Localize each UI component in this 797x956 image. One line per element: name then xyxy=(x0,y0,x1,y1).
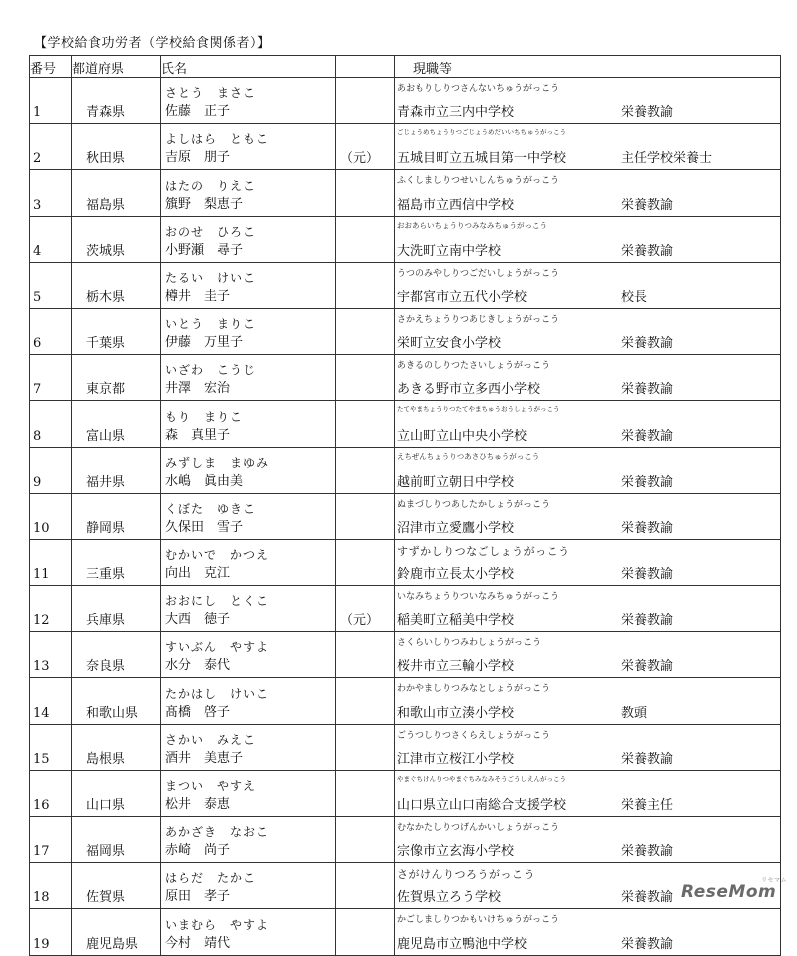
table-row xyxy=(30,909,781,955)
name-reading: まつい やすえ xyxy=(165,779,257,793)
table-row xyxy=(30,863,781,909)
former-mark xyxy=(336,355,395,401)
row-number: 10 xyxy=(30,493,72,539)
school-reading: あきるのしりつたさいしょうがっこう xyxy=(397,361,551,372)
name-reading: おのせ ひろこ xyxy=(165,224,257,239)
position-title: 栄養教諭 xyxy=(621,336,674,352)
row-prefecture: 富山県 xyxy=(72,401,161,447)
former-mark: （元） xyxy=(336,124,395,170)
position-title: 栄養教諭 xyxy=(621,890,674,906)
school-reading: むなかたしりつげんかいしょうがっこう xyxy=(397,823,560,833)
school-name: 稲美町立稲美中学校 xyxy=(397,613,515,629)
row-name-cell xyxy=(161,308,336,354)
table-row xyxy=(30,355,781,401)
row-prefecture: 島根県 xyxy=(72,724,161,770)
table-row xyxy=(30,216,781,262)
name-reading: いざわ こうじ xyxy=(165,363,257,378)
school-name: 宗像市立玄海小学校 xyxy=(397,844,515,860)
row-name-cell xyxy=(161,78,336,124)
header-name: 氏名 xyxy=(161,56,336,78)
row-name-cell xyxy=(161,586,336,632)
row-prefecture: 秋田県 xyxy=(72,124,161,170)
row-number: 1 xyxy=(30,78,72,124)
school-reading: さがけんりつろうがっこう xyxy=(397,868,535,882)
position-title: 栄養教諭 xyxy=(621,474,674,490)
row-prefecture: 福島県 xyxy=(72,170,161,216)
logo-sup: リセマム xyxy=(761,877,787,884)
school-name: あきる野市立多西小学校 xyxy=(397,382,541,398)
row-number: 2 xyxy=(30,124,72,170)
position-title: 栄養教諭 xyxy=(621,197,674,213)
name: 髙橋 啓子 xyxy=(165,704,231,720)
header-job: 現職等 xyxy=(395,56,781,78)
row-prefecture: 静岡県 xyxy=(72,493,161,539)
row-job-cell xyxy=(395,586,781,632)
name-reading: さかい みえこ xyxy=(165,732,257,747)
school-name: 栄町立安食小学校 xyxy=(397,336,502,352)
table-row xyxy=(30,724,781,770)
table-row xyxy=(30,817,781,863)
name-reading: はらだ たかこ xyxy=(165,871,257,886)
school-reading: わかやましりつみなとしょうがっこう xyxy=(397,684,551,695)
row-job-cell xyxy=(395,308,781,354)
row-job-cell xyxy=(395,216,781,262)
name: 水分 泰代 xyxy=(165,658,231,674)
position-title: 栄養教諭 xyxy=(621,428,674,444)
row-number: 13 xyxy=(30,632,72,678)
school-reading: いなみちょうりついなみちゅうがっこう xyxy=(397,592,560,603)
name-reading: くぼた ゆきこ xyxy=(165,501,257,516)
row-job-cell xyxy=(395,909,781,955)
former-mark xyxy=(336,308,395,354)
row-job-cell xyxy=(395,539,781,585)
table-row xyxy=(30,124,781,170)
name: 吉原 朋子 xyxy=(165,150,231,166)
row-number: 3 xyxy=(30,170,72,216)
name-reading: さとう まさこ xyxy=(165,86,257,101)
school-name: 五城目町立五城目第一中学校 xyxy=(397,151,567,167)
school-name: 越前町立朝日中学校 xyxy=(397,474,515,490)
row-job-cell xyxy=(395,355,781,401)
former-mark xyxy=(336,724,395,770)
school-reading: かごしましりつかもいけちゅうがっこう xyxy=(397,915,560,926)
school-reading: さくらいしりつみわしょうがっこう xyxy=(397,638,542,649)
name: 大西 徳子 xyxy=(165,612,231,628)
name-reading: すいぶん やすよ xyxy=(165,640,270,655)
table-row xyxy=(30,586,781,632)
position-title: 栄養教諭 xyxy=(621,844,674,860)
former-mark xyxy=(336,632,395,678)
row-prefecture: 福井県 xyxy=(72,447,161,493)
former-mark xyxy=(336,78,395,124)
former-mark: （元） xyxy=(336,586,395,632)
school-name: 青森市立三内中学校 xyxy=(397,105,515,121)
row-number: 8 xyxy=(30,401,72,447)
former-mark xyxy=(336,401,395,447)
school-name: 鹿児島市立鴨池中学校 xyxy=(397,936,528,952)
school-reading: ごうつしりつさくらえしょうがっこう xyxy=(397,730,551,741)
school-name: 和歌山市立湊小学校 xyxy=(397,705,515,721)
table-row xyxy=(30,447,781,493)
position-title: 栄養教諭 xyxy=(621,520,674,536)
name-reading: いとう まりこ xyxy=(165,317,257,332)
row-number: 5 xyxy=(30,262,72,308)
row-prefecture: 東京都 xyxy=(72,355,161,401)
row-name-cell xyxy=(161,216,336,262)
table-row xyxy=(30,78,781,124)
name-reading: いまむら やすよ xyxy=(165,917,270,932)
name-reading: よしはら ともこ xyxy=(165,132,270,147)
name: 井澤 宏治 xyxy=(165,381,231,397)
row-name-cell xyxy=(161,909,336,955)
school-name: 沼津市立愛鷹小学校 xyxy=(397,520,515,536)
school-name: 宇都宮市立五代小学校 xyxy=(397,289,528,305)
former-mark xyxy=(336,770,395,816)
name: 佐藤 正子 xyxy=(165,104,231,120)
row-number: 9 xyxy=(30,447,72,493)
position-title: 栄養教諭 xyxy=(621,659,674,675)
row-job-cell xyxy=(395,124,781,170)
row-number: 17 xyxy=(30,817,72,863)
former-mark xyxy=(336,817,395,863)
table-row xyxy=(30,262,781,308)
former-mark xyxy=(336,447,395,493)
row-job-cell xyxy=(395,678,781,724)
school-name: 立山町立山中央小学校 xyxy=(397,428,528,444)
row-name-cell xyxy=(161,124,336,170)
row-name-cell xyxy=(161,447,336,493)
row-prefecture: 福岡県 xyxy=(72,817,161,863)
name: 水嶋 眞由美 xyxy=(165,473,244,489)
school-reading: ふくしましりつせいしんちゅうがっこう xyxy=(397,176,560,187)
award-table xyxy=(29,55,781,956)
table-body xyxy=(30,78,781,956)
school-reading: たてやまちょうりつたてやまちゅうおうしょうがっこう xyxy=(397,405,560,414)
former-mark xyxy=(336,493,395,539)
row-name-cell xyxy=(161,817,336,863)
name-reading: みずしま まゆみ xyxy=(165,455,270,470)
row-number: 16 xyxy=(30,770,72,816)
name: 森 真里子 xyxy=(165,427,231,443)
row-prefecture: 茨城県 xyxy=(72,216,161,262)
row-name-cell xyxy=(161,863,336,909)
name: 松井 泰恵 xyxy=(165,797,231,812)
row-prefecture: 和歌山県 xyxy=(72,678,161,724)
table-row xyxy=(30,539,781,585)
row-job-cell xyxy=(395,724,781,770)
row-number: 18 xyxy=(30,863,72,909)
school-reading: やまぐちけんりつやまぐちみなみそうごうしえんがっこう xyxy=(397,774,566,783)
name: 久保田 雪子 xyxy=(165,519,244,535)
table-row xyxy=(30,632,781,678)
row-job-cell xyxy=(395,78,781,124)
position-title: 栄養教諭 xyxy=(621,243,674,259)
resemom-logo xyxy=(681,877,787,908)
row-name-cell xyxy=(161,170,336,216)
table-row xyxy=(30,401,781,447)
name: 赤崎 尚子 xyxy=(165,843,231,859)
school-name: 鈴鹿市立長太小学校 xyxy=(397,567,515,583)
school-reading: あおもりしりつさんないちゅうがっこう xyxy=(397,84,560,94)
row-number: 11 xyxy=(30,539,72,585)
school-reading: ぬまづしりつあしたかしょうがっこう xyxy=(397,499,551,510)
logo-text: ReseMom xyxy=(681,882,777,902)
row-prefecture: 千葉県 xyxy=(72,308,161,354)
row-name-cell xyxy=(161,401,336,447)
row-number: 7 xyxy=(30,355,72,401)
table-header-row xyxy=(30,56,781,78)
row-job-cell xyxy=(395,447,781,493)
row-prefecture: 佐賀県 xyxy=(72,863,161,909)
row-number: 15 xyxy=(30,724,72,770)
name: 原田 孝子 xyxy=(165,889,231,905)
table-row xyxy=(30,678,781,724)
row-name-cell xyxy=(161,539,336,585)
former-mark xyxy=(336,909,395,955)
row-job-cell xyxy=(395,401,781,447)
position-title: 栄養教諭 xyxy=(621,751,674,767)
row-name-cell xyxy=(161,355,336,401)
name-reading: むかいで かつえ xyxy=(165,548,270,563)
former-mark xyxy=(336,678,395,724)
name: 酒井 美恵子 xyxy=(165,750,244,766)
table-row xyxy=(30,770,781,816)
position-title: 栄養教諭 xyxy=(621,936,674,952)
name-reading: はたの りえこ xyxy=(165,178,257,193)
row-prefecture: 栃木県 xyxy=(72,262,161,308)
row-job-cell xyxy=(395,493,781,539)
position-title: 栄養主任 xyxy=(621,798,674,813)
name: 籏野 梨恵子 xyxy=(165,196,244,212)
row-number: 14 xyxy=(30,678,72,724)
row-name-cell xyxy=(161,724,336,770)
row-name-cell xyxy=(161,632,336,678)
former-mark xyxy=(336,863,395,909)
row-job-cell xyxy=(395,170,781,216)
school-reading: えちぜんちょうりつあさひちゅうがっこう xyxy=(397,451,540,461)
position-title: 教頭 xyxy=(621,705,648,721)
school-name: 佐賀県立ろう学校 xyxy=(397,890,502,906)
school-reading: おおあらいちょうりつみなみちゅうがっこう xyxy=(397,220,547,230)
school-name: 大洗町立南中学校 xyxy=(397,243,502,259)
row-prefecture: 兵庫県 xyxy=(72,586,161,632)
name: 今村 靖代 xyxy=(165,935,231,951)
row-name-cell xyxy=(161,493,336,539)
former-mark xyxy=(336,262,395,308)
school-name: 桜井市立三輪小学校 xyxy=(397,659,515,675)
name: 向出 克江 xyxy=(165,566,231,582)
table-row xyxy=(30,308,781,354)
row-prefecture: 青森県 xyxy=(72,78,161,124)
position-title: 校長 xyxy=(621,289,648,305)
school-reading: ごじょうめちょうりつごじょうめだいいちちゅうがっこう xyxy=(397,128,566,137)
row-name-cell xyxy=(161,770,336,816)
row-number: 6 xyxy=(30,308,72,354)
school-name: 江津市立桜江小学校 xyxy=(397,751,515,767)
row-prefecture: 山口県 xyxy=(72,770,161,816)
name: 伊藤 万里子 xyxy=(165,335,244,351)
row-job-cell xyxy=(395,770,781,816)
name-reading: もり まりこ xyxy=(165,409,244,424)
school-reading: さかえちょうりつあじきしょうがっこう xyxy=(397,314,560,325)
name: 樽井 圭子 xyxy=(165,288,231,304)
row-number: 4 xyxy=(30,216,72,262)
position-title: 栄養教諭 xyxy=(621,105,674,121)
name: 小野瀬 尋子 xyxy=(165,242,244,258)
school-reading: うつのみやしりつごだいしょうがっこう xyxy=(397,268,560,279)
row-job-cell xyxy=(395,632,781,678)
position-title: 栄養教諭 xyxy=(621,382,674,398)
row-number: 19 xyxy=(30,909,72,955)
row-prefecture: 奈良県 xyxy=(72,632,161,678)
former-mark xyxy=(336,539,395,585)
page-title: 【学校給食功労者（学校給食関係者）】 xyxy=(34,36,271,51)
name-reading: たかはし けいこ xyxy=(165,686,270,701)
row-name-cell xyxy=(161,678,336,724)
row-prefecture: 三重県 xyxy=(72,539,161,585)
row-name-cell xyxy=(161,262,336,308)
name-reading: あかざき なおこ xyxy=(165,825,270,840)
table-row xyxy=(30,170,781,216)
position-title: 栄養教諭 xyxy=(621,613,674,629)
row-number: 12 xyxy=(30,586,72,632)
row-prefecture: 鹿児島県 xyxy=(72,909,161,955)
former-mark xyxy=(336,216,395,262)
name-reading: たるい けいこ xyxy=(165,270,257,285)
header-num: 番号 xyxy=(30,56,72,78)
table-row xyxy=(30,493,781,539)
school-reading: すずかしりつなごしょうがっこう xyxy=(397,544,570,558)
header-former xyxy=(336,56,395,78)
position-title: 栄養教諭 xyxy=(621,567,674,583)
name-reading: おおにし とくこ xyxy=(165,594,270,609)
row-job-cell xyxy=(395,817,781,863)
school-name: 福島市立西信中学校 xyxy=(397,197,515,213)
position-title: 主任学校栄養士 xyxy=(621,151,713,167)
header-pref: 都道府県 xyxy=(72,56,161,78)
school-name: 山口県立山口南総合支援学校 xyxy=(397,798,567,813)
row-job-cell xyxy=(395,262,781,308)
former-mark xyxy=(336,170,395,216)
